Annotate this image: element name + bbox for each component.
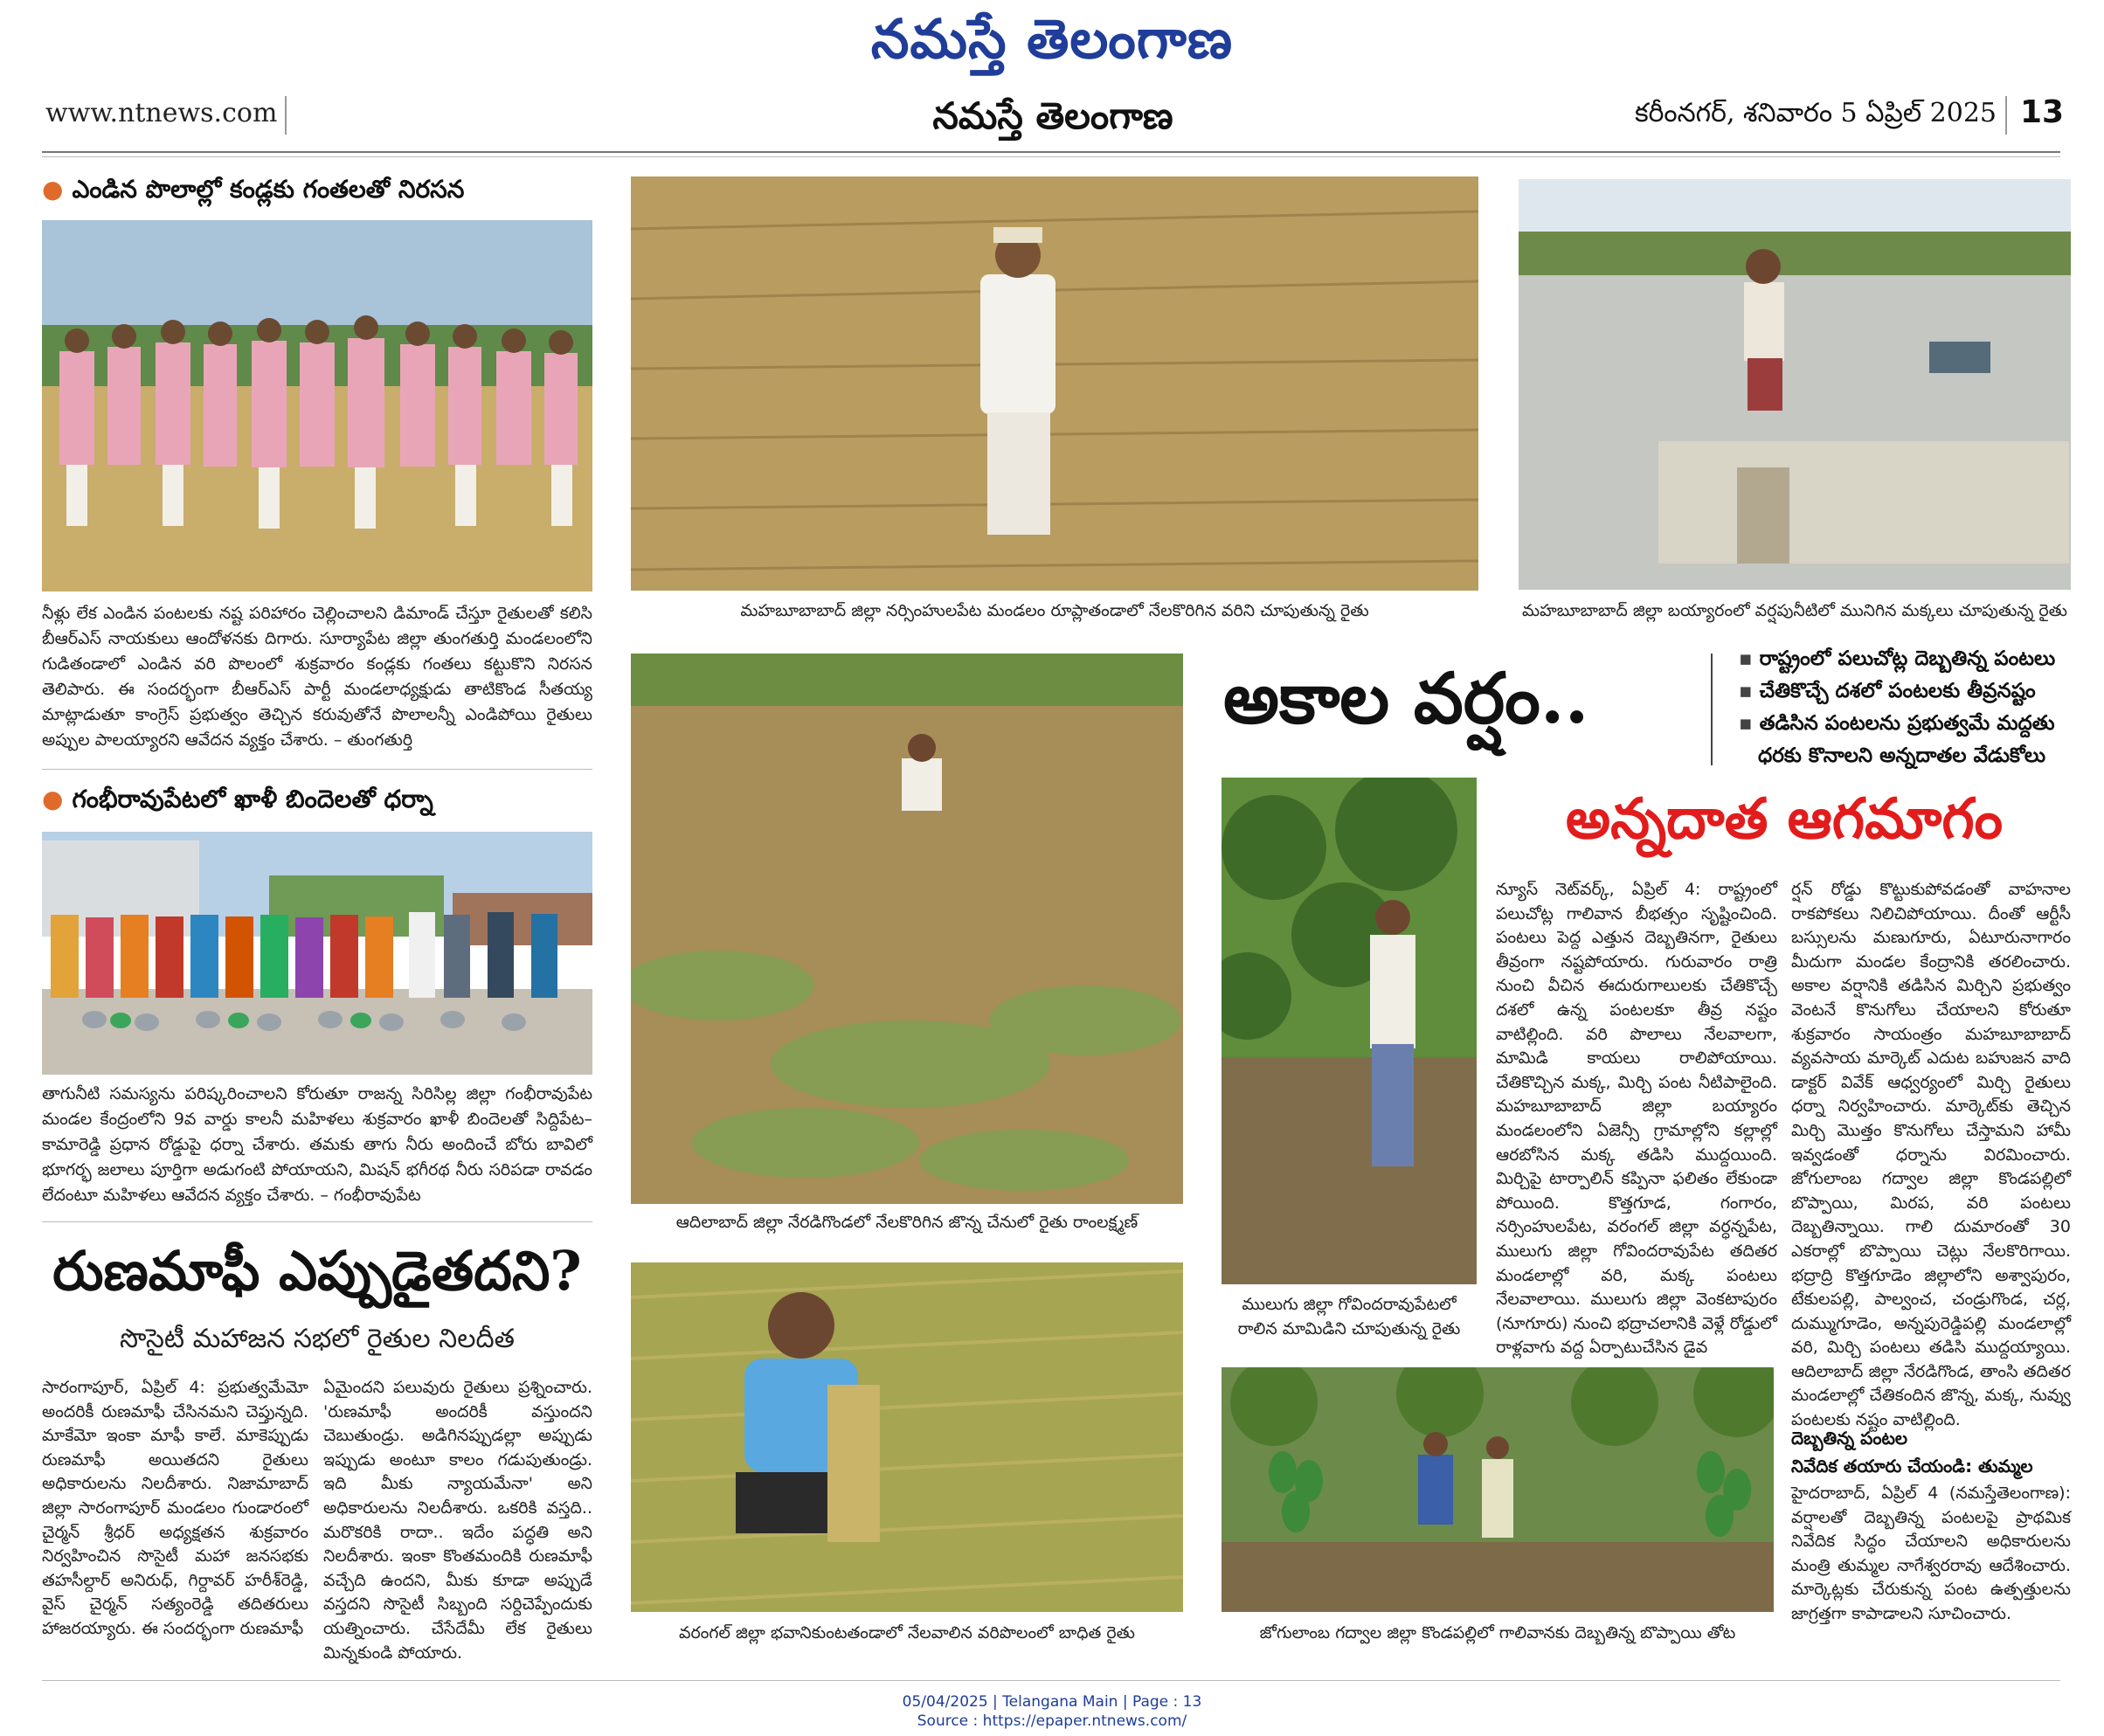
main-headline: అన్నదాత ఆగమాగం (1565, 786, 2004, 852)
bullet-item: ▪ చేతికొచ్చే దశలో పంటలకు తీవ్రనష్టం (1739, 680, 2036, 702)
photo5-caption-line1: ములుగు జిల్లా గోవిందరావుపేటలో (1242, 1295, 1457, 1314)
main-kicker: అకాల వర్షం.. (1223, 657, 1589, 739)
header-divider (2005, 96, 2007, 135)
photo6-caption: జోగులాంబ గద్వాల జిల్లా కొండపల్లిలో గాలివానకు దెబ్బతిన్న బొప్పాయి తోట (1259, 1623, 1736, 1643)
bullet-dot-icon: ● (42, 175, 64, 204)
bullet-dot-icon: ● (42, 785, 64, 813)
bullet-icon: ▪ (1739, 712, 1753, 735)
paddy-field-photo (631, 176, 1478, 591)
story1-caption: నీళ్లు లేక ఎండిన పంటలకు నష్ట పరిహారం చెల్లించాలని డిమాండ్ చేస్తూ రైతులతో కలిసి బీఆర్ఎస్ నాయకులు ఆందోళనకు దిగారు. సూర్యాపేట జిల్లా తుంగతుర్తి మండలంలోని గుడితండాలో ఎండిన వరి పొలంలో శుక్రవారం కండ్లకు గంతలు కట్టుకొని నిరసన తెలిపారు. ఈ సందర్భంగా బీఆర్ఎస్ పార్టీ మండలాధ్యక్షుడు తాటికొండ సీతయ్య మాట్లాడుతూ కాంగ్రెస్ ప్రభుత్వం తెచ్చిన కరువుతోనే పొలాలన్నీ ఎండిపోయి రైతులు అప్పుల పాలయ్యారని ఆవేదన వ్యక్తం చేశారు. – తుంగతుర్తి (42, 604, 592, 750)
sub-headline-line2: నివేదిక తయారు చేయండి: తుమ్మల (1791, 1456, 2033, 1477)
fallen-paddy-photo (631, 1262, 1183, 1612)
dharna-photo (42, 832, 592, 1075)
header-rule (42, 151, 2060, 153)
photo1-caption: మహబూబాబాద్ జిల్లా నర్సింహులపేట మండలం రూప్లాతండాలో నేలకొరిగిన వరిని చూపుతున్న రైతు (740, 601, 1369, 620)
photo5-caption-line2: రాలిన మామిడిని చూపుతున్న రైతు (1237, 1319, 1461, 1338)
story2-kicker: ● గంభీరావుపేటలో ఖాళీ బిందెలతో ధర్నా (42, 785, 433, 813)
masthead-logo: నమస్తే తెలంగాణ (870, 7, 1234, 71)
footer-line1: 05/04/2025 | Telangana Main | Page : 13 (902, 1693, 1202, 1711)
story2-caption: తాగునీటి సమస్యను పరిష్కరించాలని కోరుతూ రాజన్న సిరిసిల్ల జిల్లా గంభీరావుపేట మండల కేంద్రంలోని 9వ వార్డు కాలనీ మహిళలు శుక్రవారం ఖాళీ బిందెలతో సిద్దిపేట–కామారెడ్డి ప్రధాన రోడ్డుపై ధర్నా చేశారు. తమకు తాగు నీరు అందించే బోరు బావిలో భూగర్భ జలాలు పూర్తిగా అడుగంటి పోయాయని, మిషన్ భగీరథ నీరు సరిపడా రావడం లేదంటూ మహిళలు ఆవేదన వ్యక్తం చేశారు. – గంభీరావుపేట (42, 1084, 592, 1205)
main-bullets (1739, 643, 2071, 772)
bullet-item: ▪ రాష్ట్రంలో పలుచోట్ల దెబ్బతిన్న పంటలు (1739, 647, 2056, 670)
website-url[interactable]: www.ntnews.com (45, 98, 278, 128)
bullet-icon: ▪ (1739, 647, 1753, 670)
jowar-field-photo (631, 654, 1183, 1204)
bullet-item: ▪ తడిసిన పంటలను ప్రభుత్వమే మద్దతు (1739, 712, 2055, 735)
story3-headline: రుణమాఫీ ఎప్పుడైతదని? (52, 1239, 582, 1303)
paper-title: నమస్తే తెలంగాణ (932, 94, 1173, 137)
sub-headline (1791, 1424, 2071, 1480)
papaya-photo (1222, 1367, 1774, 1612)
sub-headline-line1: దెబ్బతిన్న పంటల (1791, 1428, 1908, 1449)
bullet-icon: ▪ (1739, 680, 1753, 702)
photo2-caption: మహబూబాబాద్ జిల్లా బయ్యారంలో వర్షపునీటిలో మునిగిన మక్కలు చూపుతున్న రైతు (1522, 601, 2067, 620)
story3-col2: ఏమైందని పలువురు రైతులు ప్రశ్నించారు. 'రుణమాఫీ అందరికీ వస్తుందని చెబుతుండ్రు. అడిగినప్పుడల్లా అప్పుడు ఇప్పుడు అంటూ కాలం గడుపుతుండ్రు. ఇది మీకు న్యాయమేనా' అని అధికారులను నిలదీశారు. ఒకరికి వస్తది.. మరొకరికి రాదా.. ఇదేం పద్ధతి అని నిలదీశారు. ఇంకా కొంతమందికి రుణమాఫీ వచ్చేది ఉందని, మీకు కూడా అప్పుడే వస్తదని సొసైటీ సిబ్బంది సర్దిచెప్పేందుకు యత్నించారు. చేసేదేమీ లేక రైతులు మిన్నకుండి పోయారు. (323, 1378, 592, 1663)
main-col2-end: హైదరాబాద్, ఏప్రిల్ 4 (నమస్తేతెలంగాణ): వర్షాలతో దెబ్బతిన్న పంటలపై ప్రాథమిక నివేదిక సిద్ధం చేయాలని అధికారులను మంత్రి తుమ్మల నాగేశ్వరరావు ఆదేశించారు. మార్కెట్లకు చేరుకున్న పంట ఉత్పత్తులను జాగ్రత్తగా కాపాడాలని సూచించారు. (1791, 1484, 2071, 1623)
story3-subhead: సొసైటీ మహాజన సభలో రైతుల నిలదీత (120, 1324, 515, 1354)
dateline: కరీంనగర్, శనివారం 5 ఏప్రిల్ 2025 (1634, 98, 1997, 128)
section-rule (42, 1221, 592, 1222)
page-number: 13 (2020, 94, 2065, 130)
header-divider (285, 96, 287, 135)
story3-col1: సారంగాపూర్, ఏప్రిల్ 4: ప్రభుత్వమేమో అందరికీ రుణమాఫీ చేసినమని చెప్తున్నది. మాకేమో ఇంకా మాఫీ కాలే. మాకెప్పుడు రుణమాఫీ అయితదని రైతులు అధికారులను నిలదీశారు. నిజామాబాద్ జిల్లా సారంగాపూర్ మండలం గుండారంలో చైర్మన్ శ్రీధర్ అధ్యక్షతన శుక్రవారం నిర్వహించిన సొసైటీ మహా జనసభకు తహసీల్దార్ అనిరుధ్, గిర్దావర్ హరీశ్‌రెడ్డి, వైస్ చైర్మన్ సత్యంరెడ్డి తదితరులు హాజరయ్యారు. ఈ సందర్భంగా రుణమాఫీ (42, 1378, 308, 1638)
kicker-divider (1711, 654, 1713, 765)
footer-rule (42, 1680, 2060, 1681)
header-rule (42, 156, 2060, 157)
protest-photo (42, 220, 592, 591)
section-rule (42, 769, 592, 770)
photo3-caption: ఆదిలాబాద్ జిల్లా నేరడిగొండలో నేలకొరిగిన జొన్న చేనులో రైతు రాంలక్ష్మణ్ (675, 1213, 1139, 1232)
bullet-item: ధరకు కొనాలని అన్నదాతల వేడుకోలు (1758, 744, 2046, 767)
photo4-caption: వరంగల్ జిల్లా భవానికుంటతండాలో నేలవాలిన వరిపొలంలో బాధిత రైతు (679, 1623, 1135, 1643)
footer-source[interactable]: Source : https://epaper.ntnews.com/ (917, 1712, 1187, 1730)
story1-kicker: ● ఎండిన పొలాల్లో కండ్లకు గంతలతో నిరసన (42, 175, 465, 204)
flooded-maize-photo (1519, 179, 2071, 590)
main-col1: న్యూస్ నెట్‌వర్క్, ఏప్రిల్ 4: రాష్ట్రంలో పలుచోట్ల గాలివాన బీభత్సం సృష్టించింది. పంటలు పెద్ద ఎత్తున దెబ్బతినగా, రైతులు తీవ్రంగా నష్టపోయారు. గురువారం రాత్రి నుంచి వీచిన ఈదురుగాలులకు చేతికొచ్చే దశలో ఉన్న పంటలకూ తీవ్ర నష్టం వాటిల్లింది. వరి పొలాలు నేలవాలగా, మామిడి కాయలు రాలిపోయాయి. చేతికొచ్చిన మక్క, మిర్చి పంట నీటిపాలైంది. మహబూబాబాద్ జిల్లా బయ్యారం మండలంలోని ఏజెన్సీ గ్రామాల్లోని కల్లాల్లో ఆరబోసిన మక్క తడిసి ముద్దయింది. మిర్చిపై టార్పాలిన్ కప్పినా ఫలితం లేకుండా పోయింది. కొత్తగూడ, గంగారం, నర్సింహులపేట, వరంగల్ జిల్లా వర్ధన్నపేట, ములుగు జిల్లా గోవిందరావుపేట తదితర మండలాల్లో వరి, మక్క పంటలు నేలవాలాయి. ములుగు జిల్లా వెంకటాపురం (నూగూరు) నుంచి భద్రాచలానికి వెళ్లే రోడ్డులో రాళ్లవాగు వద్ద ఏర్పాటుచేసిన డైవ (1496, 880, 1777, 1358)
main-col2: ర్షన్ రోడ్డు కొట్టుకుపోవడంతో వాహనాల రాకపోకలు నిలిచిపోయాయి. దీంతో ఆర్టీసీ బస్సులను మణుగూరు, ఏటూరునాగారం మీదుగా మండల కేంద్రానికి తరలించారు. అకాల వర్షానికి తడిసిన మిర్చిని ప్రభుత్వం వెంటనే కొనుగోలు చేయాలని కోరుతూ శుక్రవారం సాయంత్రం మహబూబాబాద్ వ్యవసాయ మార్కెట్ ఎదుట బహుజన వాది డాక్టర్ వివేక్ ఆధ్వర్యంలో మిర్చి రైతులు ధర్నా నిర్వహించారు. మార్కెట్‌కు తెచ్చిన మిర్చి మొత్తం కొనుగోలు చేస్తామని హామీ ఇవ్వడంతో ధర్నాను విరమించారు. జోగులాంబ గద్వాల జిల్లా కొండపల్లిలో బొప్పాయి, మిరప, వరి పంటలు దెబ్బతిన్నాయి. గాలి దుమారంతో 30 ఎకరాల్లో బొప్పాయి చెట్లు నేలకొరిగాయి. భద్రాద్రి కొత్తగూడెం జిల్లాలోని అశ్వాపురం, టేకులపల్లి, పాల్వంచ, చండ్రుగొండ, చర్ల, దుమ్ముగూడెం, అన్నపురెడ్డిపల్లి మండలాల్లో వరి, మిర్చి పంటలు తడిసి ముద్దయ్యాయి. ఆదిలాబాద్ జిల్లా నేరడిగొండ, తాంసి తదితర మండలాల్లో చేతికందిన జొన్న, మక్క, నువ్వు పంటలకు నష్టం వాటిల్లింది. (1791, 880, 2071, 1430)
mango-photo (1222, 778, 1477, 1284)
